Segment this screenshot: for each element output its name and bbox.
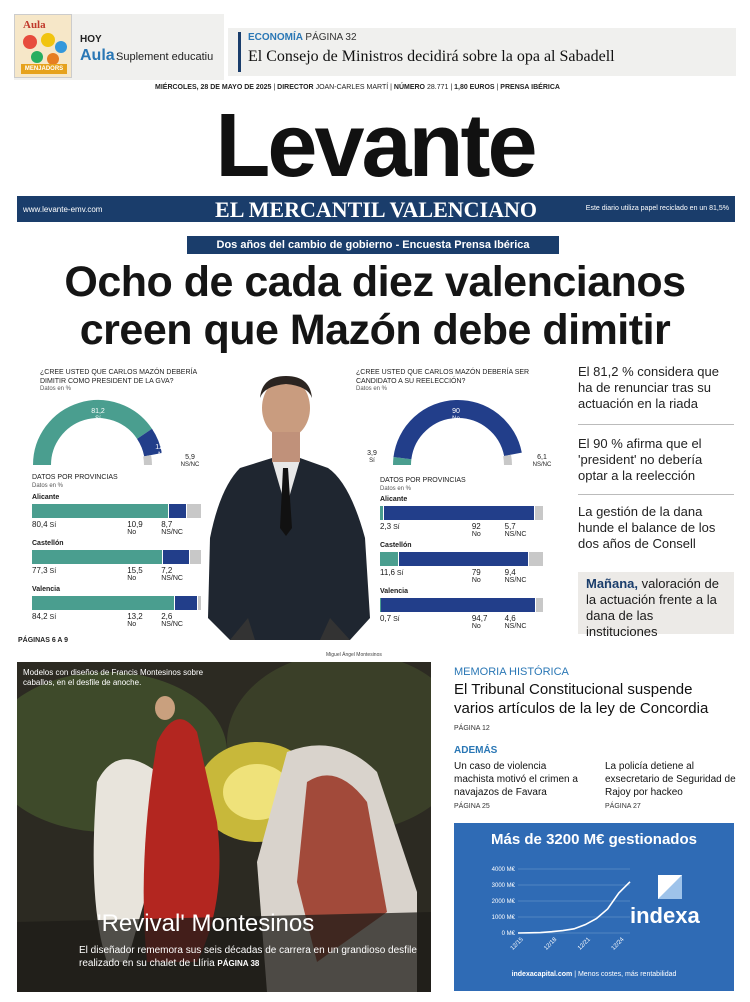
- issue-number: 28.771: [426, 84, 449, 91]
- brief-2-page: PÁGINA 27: [605, 803, 641, 810]
- donut-value-label: 6,1: [537, 454, 547, 461]
- donut-category-label: Sí: [95, 416, 101, 422]
- brief-1[interactable]: Un caso de violencia machista motivó el crimen a navajazos de Favara: [454, 761, 578, 798]
- donut-category-label: NS/NC: [180, 462, 200, 468]
- province-name: Valencia: [380, 588, 409, 595]
- economy-headline: El Consejo de Ministros decidirá sobre la opa al Sabadell: [248, 48, 615, 65]
- survey-right-units: Datos en %: [356, 386, 388, 392]
- brief-1-page: PÁGINA 25: [454, 803, 490, 810]
- masthead-title[interactable]: Levante: [215, 96, 535, 196]
- lead-kicker: Dos años del cambio de gobierno - Encuesta Prensa Ibérica: [187, 236, 559, 254]
- memoria-headline[interactable]: El Tribunal Constitucional suspende varios artículos de la ley de Concordia: [454, 681, 709, 717]
- headline-line-2: creen que Mazón debe dimitir: [79, 306, 671, 354]
- masthead-band: [17, 196, 735, 222]
- economy-kicker: ECONOMÍA PÁGINA 32: [248, 32, 357, 43]
- province-bar-segment: [384, 506, 534, 520]
- province-name: Valencia: [32, 586, 61, 593]
- teaser-accent-bar: [238, 32, 241, 72]
- province-value-label: 10,9 No: [127, 520, 143, 536]
- aula-title: Aula: [80, 47, 115, 64]
- province-bar-segment: [529, 552, 543, 566]
- issue-info-line: MIÉRCOLES, 28 DE MAYO DE 2025 | DIRECTOR JOAN-CARLES MARTÍ | NÚMERO 28.771 | 1,80 EUROS | PRENSA IBÉRICA: [155, 84, 560, 91]
- donut-value-label: 3,9: [367, 450, 377, 457]
- province-value-label: 8,7 NS/NC: [161, 520, 183, 536]
- donut-value-label: 90: [452, 408, 460, 415]
- mazon-photo: [200, 368, 372, 646]
- hoy-label: HOY: [80, 34, 102, 45]
- prov-title-left: DATOS POR PROVINCIAS: [32, 474, 118, 481]
- photo-story-page: PÁGINA 38: [217, 959, 260, 968]
- bullet-2: El 90 % afirma que el 'president' no debería optar a la reelección: [578, 436, 703, 483]
- ad-xtick: 12/18: [543, 936, 559, 952]
- aula-subtitle: Suplement educatiu: [116, 51, 214, 63]
- ad-site: indexacapital.com: [511, 971, 573, 978]
- montesinos-photo[interactable]: [17, 662, 431, 992]
- ad-series-line: [518, 882, 630, 933]
- photo-story-title: 'Revival' Montesinos: [97, 910, 315, 937]
- ad-headline: Más de 3200 M€ gestionados: [491, 831, 697, 848]
- ad-brand: indexa: [630, 903, 700, 928]
- province-value-label: 94,7 No: [471, 614, 488, 630]
- aula-promo[interactable]: [14, 14, 224, 80]
- donut-category-label: No: [452, 416, 460, 422]
- manana-teaser[interactable]: [578, 572, 734, 639]
- province-bar-segment: [175, 596, 196, 610]
- ad-ytick: 0 M€: [501, 931, 515, 937]
- director-label: DIRECTOR: [277, 84, 314, 91]
- province-bar-segment: [399, 552, 528, 566]
- site-url[interactable]: www.levante-emv.com: [23, 205, 103, 214]
- province-name: Castellón: [380, 542, 412, 549]
- province-name: Castellón: [32, 540, 64, 547]
- memoria-page: PÁGINA 12: [454, 725, 490, 732]
- province-bar-segment: [380, 552, 398, 566]
- manana-text: valoración de la actuación frente a la dana de las instituciones: [586, 576, 719, 639]
- donut-chart-right: [358, 395, 558, 475]
- ad-xtick: 12/21: [577, 936, 592, 952]
- province-value-label: 5,7 NS/NC: [504, 522, 527, 538]
- aula-thumbnail: [14, 14, 72, 78]
- survey-left-units: Datos en %: [40, 386, 72, 392]
- prov-units-left: Datos en %: [32, 483, 64, 489]
- ad-ytick: 1000 M€: [491, 915, 515, 921]
- ad-xtick: 12/15: [509, 936, 525, 952]
- ad-ytick: 4000 M€: [491, 867, 515, 873]
- donut-slice-nsnc: [147, 456, 148, 465]
- province-value-label: 84,2 Sí: [32, 612, 57, 621]
- province-value-label: 77,3 Sí: [32, 566, 57, 575]
- donut-category-label: NS/NC: [532, 462, 552, 468]
- donut-value-label: 5,9: [185, 454, 195, 461]
- ad-xtick: 12/24: [610, 936, 626, 952]
- photo-credit: Miguel Ángel Montesinos: [326, 652, 382, 658]
- province-value-label: 13,2 No: [127, 612, 143, 628]
- ad-ytick: 2000 M€: [491, 899, 515, 905]
- recycle-note: Este diario utiliza papel reciclado en un 81,5%: [585, 205, 729, 212]
- issue-date: MIÉRCOLES, 28 DE MAYO DE 2025: [155, 84, 272, 91]
- province-bar-segment: [380, 506, 383, 520]
- province-bar-segment: [535, 506, 543, 520]
- province-value-label: 0,7 Sí: [380, 614, 400, 623]
- headline-line-1: Ocho de cada diez valencianos: [64, 258, 686, 306]
- indexa-ad[interactable]: [454, 823, 734, 991]
- aula-thumb-band: MENJADORS: [21, 64, 67, 74]
- ad-slogan: | Menos costes, más rentabilidad: [572, 971, 677, 978]
- province-name: Alicante: [32, 494, 60, 501]
- province-value-label: 11,6 Sí: [380, 568, 404, 577]
- director-name: JOAN-CARLES MARTÍ: [315, 84, 389, 91]
- prov-units-right: Datos en %: [380, 486, 412, 492]
- donut-value-label: 12,9: [155, 444, 169, 451]
- memoria-kicker: MEMORIA HISTÓRICA: [454, 666, 569, 678]
- photo-story-caption: El diseñador rememora sus seis décadas de carrera en un grandioso desfile realizado en su chalet de Llíria PÁGINA 38: [79, 945, 417, 969]
- province-bar-segment: [163, 550, 188, 564]
- montesinos-image: [17, 662, 431, 992]
- province-bar-segment: [381, 598, 535, 612]
- province-name: Alicante: [380, 496, 408, 503]
- province-bar-segment: [536, 598, 543, 612]
- ademas-kicker: ADEMÁS: [454, 745, 498, 756]
- manana-label: Mañana,: [586, 576, 639, 591]
- bullet-1: El 81,2 % considera que ha de renunciar tras su actuación en la riada: [578, 364, 719, 411]
- province-value-label: 79 No: [471, 568, 481, 584]
- prov-title-right: DATOS POR PROVINCIAS: [380, 477, 466, 484]
- bullet-3: La gestión de la dana hunde el balance de los dos años de Consell: [578, 504, 716, 551]
- donut-slice-s: [42, 409, 145, 465]
- survey-right-question: ¿CREE USTED QUE CARLOS MAZÓN DEBERÍA SER CANDIDATO A SU REELECCIÓN?: [356, 369, 530, 385]
- brief-2[interactable]: La policía detiene al exsecretario de Seguridad de Rajoy por hackeo: [605, 761, 736, 798]
- province-bar-segment: [187, 504, 201, 518]
- province-value-label: 80,4 Sí: [32, 520, 57, 529]
- donut-slice-nsnc: [507, 455, 508, 465]
- donut-slice-no: [145, 434, 154, 455]
- issue-price: 1,80 EUROS: [454, 84, 495, 91]
- lead-headline[interactable]: [20, 258, 730, 354]
- province-bar-segment: [32, 504, 168, 518]
- ad-ytick: 3000 M€: [491, 883, 515, 889]
- divider: [578, 424, 734, 425]
- photo-caption-top: Modelos con diseños de Francis Montesinos sobre caballos, en el desfile de anoche.: [23, 668, 204, 687]
- survey-left-question: ¿CREE USTED QUE CARLOS MAZÓN DEBERÍA DIMITIR COMO PRESIDENT DE LA GVA?: [40, 369, 197, 385]
- donut-category-label: Sí: [369, 458, 375, 464]
- donut-value-label: 81,2: [91, 408, 105, 415]
- donut-chart-left: [28, 395, 208, 475]
- masthead-subtitle: EL MERCANTIL VALENCIANO: [215, 197, 537, 222]
- province-value-label: 9,4 NS/NC: [504, 568, 527, 584]
- province-bar-segment: [32, 596, 174, 610]
- ad-footer: [454, 971, 734, 978]
- province-value-label: 7,2 NS/NC: [161, 566, 183, 582]
- publisher-group: PRENSA IBÉRICA: [500, 84, 560, 91]
- province-value-label: 4,6 NS/NC: [504, 614, 527, 630]
- province-value-label: 2,6 NS/NC: [161, 612, 183, 628]
- province-bar-segment: [32, 550, 162, 564]
- economy-page: PÁGINA 32: [305, 32, 357, 43]
- divider: [578, 494, 734, 495]
- ad-line-chart: [484, 863, 634, 963]
- number-label: NÚMERO: [393, 84, 426, 91]
- province-value-label: 2,3 Sí: [380, 522, 400, 531]
- survey-right: [348, 368, 548, 392]
- province-bar-segment: [169, 504, 187, 518]
- survey-left: [32, 368, 222, 392]
- lead-pages[interactable]: PÁGINAS 6 A 9: [18, 637, 69, 644]
- province-value-label: 15,5 No: [127, 566, 143, 582]
- top-bar: [14, 14, 736, 80]
- indexa-logo-icon: [658, 875, 682, 899]
- aula-thumb-title: Aula: [23, 19, 46, 31]
- donut-category-label: No: [158, 452, 166, 458]
- economy-teaser[interactable]: [228, 28, 736, 76]
- province-value-label: 92 No: [471, 522, 481, 538]
